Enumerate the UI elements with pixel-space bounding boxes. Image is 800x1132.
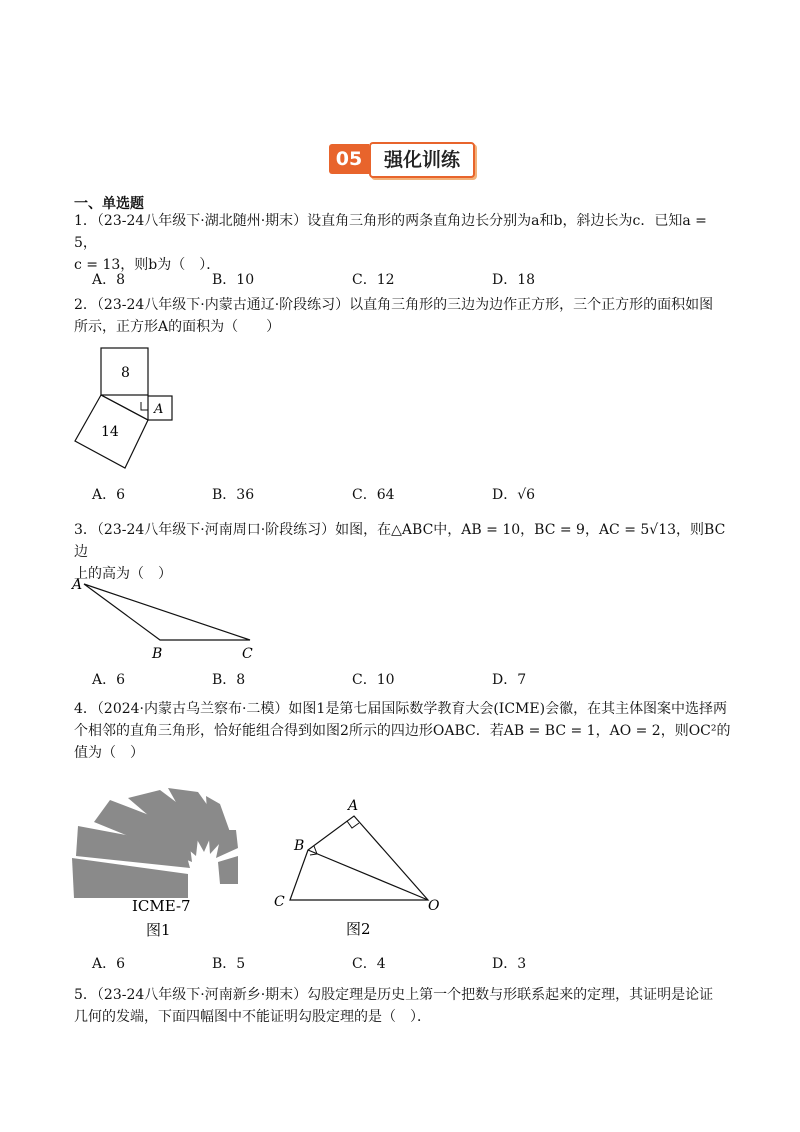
icme-logo (72, 788, 238, 898)
q4-option-b: B．5 (212, 956, 246, 972)
fig2-point-c: C (274, 894, 285, 910)
q1-option-b: B．10 (212, 272, 255, 288)
triangle-abc (84, 584, 250, 640)
q4-option-c: C．4 (352, 956, 386, 972)
fig1-label: 图1 (146, 921, 171, 939)
q3-option-a: A．6 (92, 672, 126, 688)
fig2-label: 图2 (346, 920, 371, 938)
segment-bo (308, 850, 428, 900)
q4-option-a: A．6 (92, 956, 126, 972)
q2-option-c: C．64 (352, 487, 395, 503)
q2-option-b: B．36 (212, 487, 255, 503)
q2-option-a: A．6 (92, 487, 126, 503)
question-5-line-2: 几何的发端，下面四幅图中不能证明勾股定理的是（ ）． (74, 1009, 431, 1025)
point-a: A (72, 577, 83, 593)
question-4-line-1: 4．（2024·内蒙古乌兰察布·二模）如图1是第七届国际数学教育大会(ICME)会徽，在其主体图案中选择两 (74, 701, 728, 717)
fig2-point-a: A (348, 798, 359, 814)
point-c: C (242, 646, 253, 662)
fig2-point-b: B (294, 838, 305, 854)
icme-caption: ICME-7 (132, 897, 191, 915)
section-badge (325, 140, 477, 178)
question-1 (74, 210, 734, 276)
q3-triangle-figure (70, 574, 270, 664)
q1-option-d: D．18 (492, 272, 536, 288)
q4-quadrilateral-figure (268, 792, 458, 942)
badge-number: 05 (329, 144, 369, 174)
question-3-line-1: 3．（23-24八年级下·河南周口·阶段练习）如图，在△ABC中，AB = 10，BC = 9，AC = 5√13，则BC边 (74, 522, 726, 560)
q4-option-d: D．3 (492, 956, 527, 972)
question-4-line-3: 值为（ ） (74, 745, 144, 761)
question-3-line-2: 上的高为（ ） (74, 566, 172, 582)
q1-option-a: A．8 (92, 272, 126, 288)
label-14: 14 (101, 424, 119, 440)
question-4 (74, 698, 744, 764)
question-4-line-2: 个相邻的直角三角形，恰好能组合得到如图2所示的四边形OABC．若AB = BC = 1，AO = 2，则OC²的 (74, 723, 731, 739)
question-1-line-2: c = 13，则b为（ ）． (74, 257, 221, 273)
q3-option-d: D．7 (492, 672, 527, 688)
badge-title: 强化训练 (369, 142, 475, 178)
q2-option-d: D．√6 (492, 487, 536, 503)
label-8: 8 (121, 365, 130, 381)
question-2-line-1: 2．（23-24八年级下·内蒙古通辽·阶段练习）以直角三角形的三边为边作正方形，三个正方形的面积如图 (74, 297, 714, 313)
question-2 (74, 294, 734, 338)
question-1-line-1: 1．（23-24八年级下·湖北随州·期末）设直角三角形的两条直角边长分别为a和b，斜边长为c．已知a = 5， (74, 213, 707, 251)
question-5-line-1: 5．（23-24八年级下·河南新乡·期末）勾股定理是历史上第一个把数与形联系起来的定理，其证明是论证 (74, 987, 714, 1003)
label-a: A (154, 402, 164, 417)
point-b: B (152, 646, 163, 662)
icme-logo-figure (70, 786, 245, 946)
q2-squares-figure (70, 344, 180, 472)
quadrilateral-oabc (290, 816, 428, 900)
question-5 (74, 984, 734, 1028)
section-title: 一、单选题 (74, 196, 144, 212)
q3-option-c: C．10 (352, 672, 395, 688)
q1-option-c: C．12 (352, 272, 395, 288)
q3-option-b: B．8 (212, 672, 246, 688)
fig2-point-o: O (428, 898, 440, 914)
question-2-line-2: 所示，正方形A的面积为（ ） (74, 319, 281, 335)
